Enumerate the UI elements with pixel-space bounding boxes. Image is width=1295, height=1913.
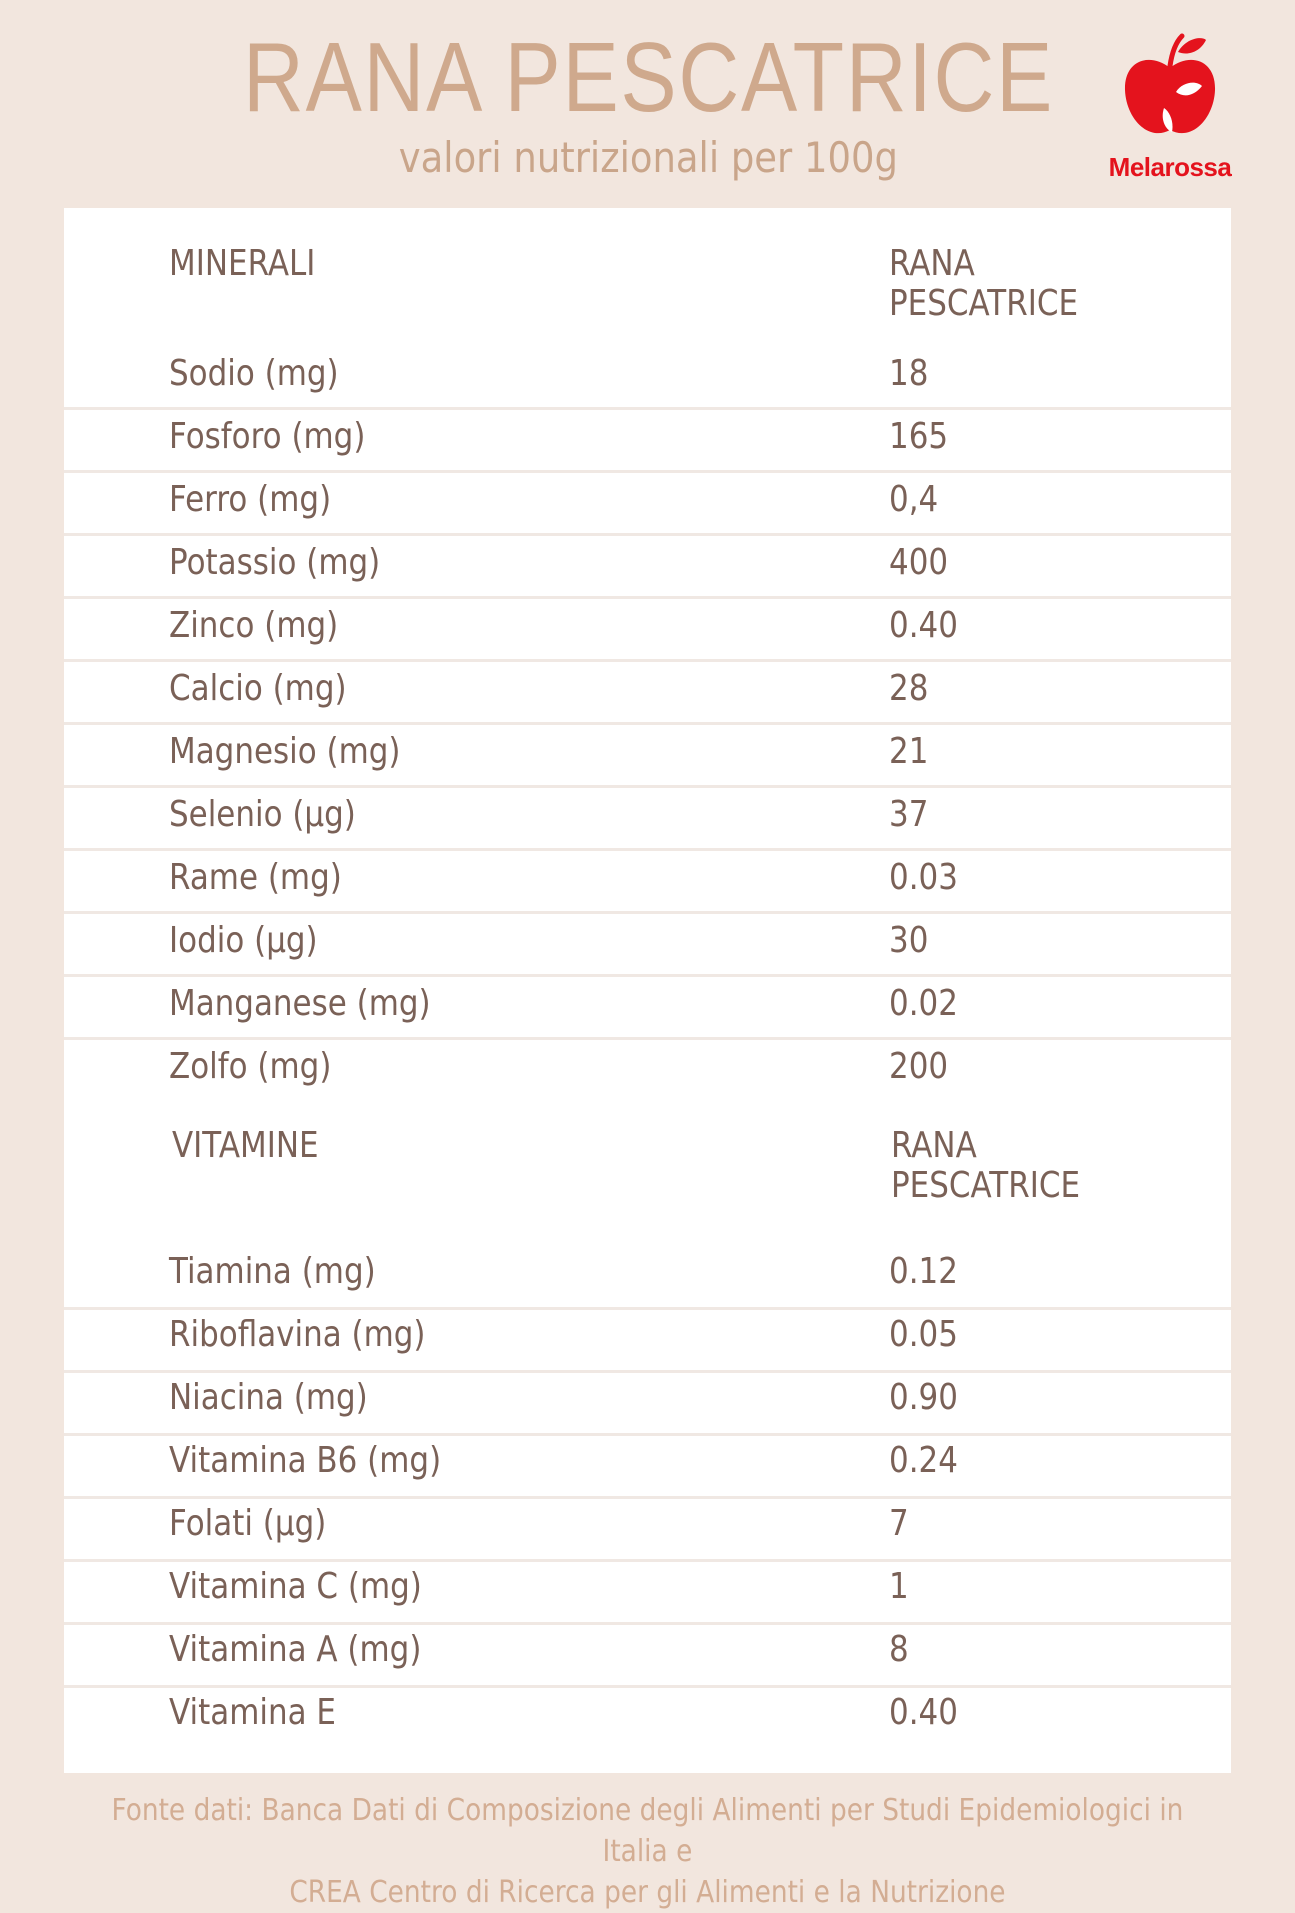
nutrient-value: 8 [889,1629,909,1670]
brand-name: Melarossa [1108,152,1232,182]
table-row [64,407,1231,473]
nutrient-name: Riboflavina (mg) [169,1314,426,1355]
nutrient-name: Fosforo (mg) [169,416,366,457]
nutrition-table [64,208,1231,1773]
table-row [64,470,1231,536]
section-header-vitamine [64,1126,1231,1226]
table-row [64,1307,1231,1373]
nutrient-name: Folati (µg) [169,1503,327,1544]
table-row [64,1685,1231,1748]
table-row [64,533,1231,599]
nutrient-value: 37 [889,794,929,835]
table-row [64,1037,1231,1100]
nutrient-value: 0,4 [889,479,939,520]
table-row [64,974,1231,1040]
table-row [64,1244,1231,1310]
table-row [64,1559,1231,1625]
table-row [64,722,1231,788]
table-row [64,659,1231,725]
nutrient-name: Calcio (mg) [169,668,347,709]
nutrient-value: 0.90 [889,1377,958,1418]
nutrient-value: 0.24 [889,1440,958,1481]
nutrient-name: Sodio (mg) [169,353,339,394]
nutrient-value: 0.40 [889,1692,958,1733]
nutrient-value: 28 [889,668,929,709]
nutrient-value: 165 [889,416,949,457]
nutrient-name: Vitamina A (mg) [169,1629,422,1670]
table-row [64,344,1231,410]
nutrient-value: 0.40 [889,605,958,646]
nutrient-name: Niacina (mg) [169,1377,368,1418]
nutrient-name: Zinco (mg) [169,605,339,646]
nutrient-value: 0.03 [889,857,958,898]
nutrient-value: 400 [889,542,949,583]
brand-logo [1095,30,1245,190]
nutrient-name: Ferro (mg) [169,479,332,520]
section-label: MINERALI [169,243,316,284]
nutrient-name: Vitamina B6 (mg) [169,1440,442,1481]
nutrient-value: 0.02 [889,983,958,1024]
table-row [64,596,1231,662]
nutrient-value: 30 [889,920,929,961]
table-row [64,911,1231,977]
nutrient-name: Vitamina E [169,1692,336,1733]
nutrient-name: Zolfo (mg) [169,1046,332,1087]
nutrient-name: Iodio (µg) [169,920,318,961]
table-row [64,785,1231,851]
nutrient-name: Tiamina (mg) [169,1251,376,1292]
nutrient-value: 0.12 [889,1251,958,1292]
source-footer [78,1790,1218,1913]
table-row [64,1370,1231,1436]
footer-line: Fonte dati: Banca Dati di Composizione degli Alimenti per Studi Epidemiologici in Italia e [111,1793,1184,1869]
nutrient-value: 0.05 [889,1314,958,1355]
column-header [889,244,1078,324]
section-header-minerali [64,244,1231,344]
column-header [891,1126,1080,1206]
apple-icon [1120,30,1220,145]
nutrient-name: Manganese (mg) [169,983,431,1024]
nutrient-name: Rame (mg) [169,857,342,898]
nutrient-name: Selenio (µg) [169,794,356,835]
nutrient-value: 7 [889,1503,909,1544]
nutrient-value: 21 [889,731,929,772]
page-subtitle: valori nutrizionali per 100g [398,133,899,182]
page-title: RANA PESCATRICE [243,22,1055,132]
nutrient-name: Vitamina C (mg) [169,1566,422,1607]
table-row [64,1622,1231,1688]
nutrient-name: Potassio (mg) [169,542,381,583]
column-header-line: PESCATRICE [891,1165,1081,1206]
nutrient-value: 200 [889,1046,949,1087]
nutrient-name: Magnesio (mg) [169,731,401,772]
table-row [64,1433,1231,1499]
column-header-line: PESCATRICE [889,283,1079,324]
section-label: VITAMINE [172,1125,319,1166]
footer-line: CREA Centro di Ricerca per gli Alimenti e la Nutrizione [289,1875,1006,1910]
column-header-line: RANA [891,1125,977,1166]
nutrient-value: 18 [889,353,929,394]
table-row [64,848,1231,914]
table-row [64,1496,1231,1562]
nutrient-value: 1 [889,1566,909,1607]
column-header-line: RANA [889,243,975,284]
